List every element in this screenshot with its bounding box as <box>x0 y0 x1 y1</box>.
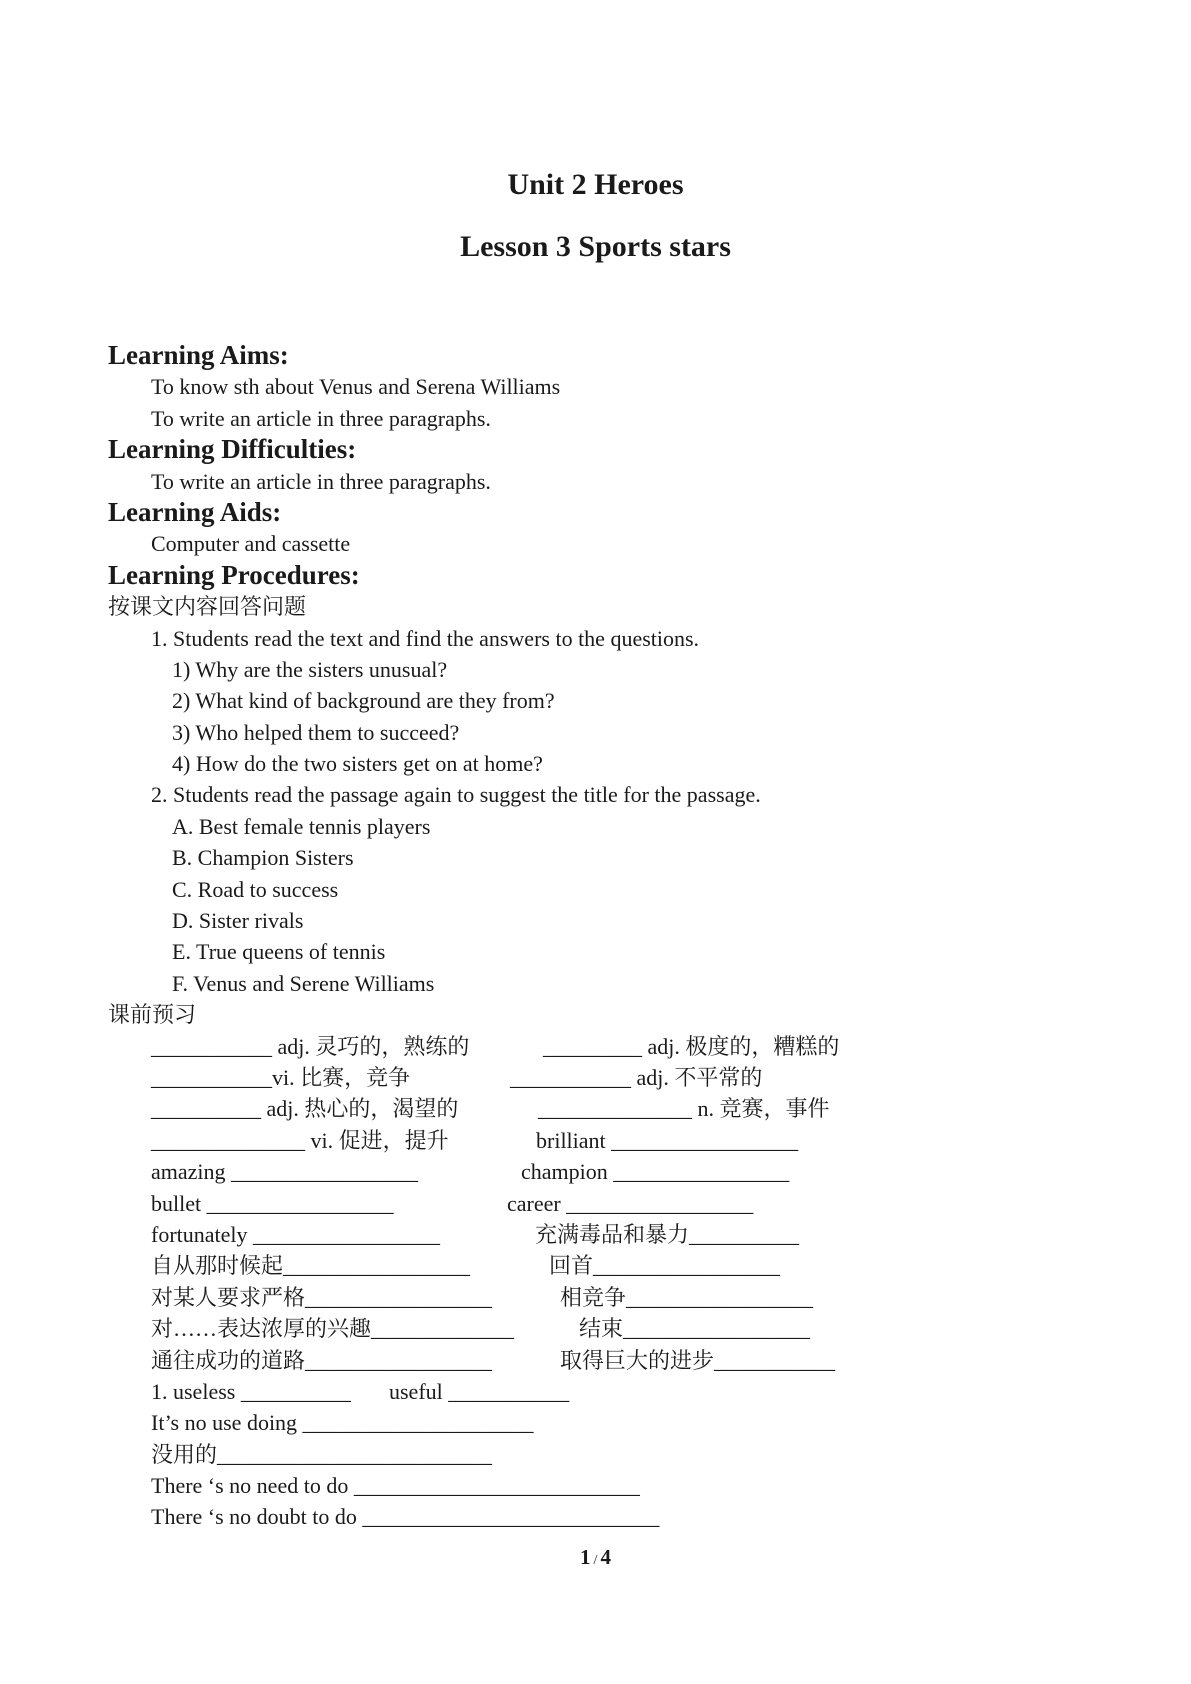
vocab-blank[interactable]: fortunately _________________ <box>151 1221 441 1247</box>
phrase-blank[interactable]: There ‘s no doubt to do ___________________________ <box>151 1504 660 1530</box>
vocab-blank[interactable]: champion ________________ <box>521 1159 790 1185</box>
task-1: 1. Students read the text and find the answers to the questions. <box>151 625 700 651</box>
phrase-blank[interactable]: 没用的_________________________ <box>151 1441 493 1467</box>
vocab-row <box>108 1093 1108 1124</box>
phrase-blank[interactable]: There ‘s no need to do __________________________ <box>151 1473 640 1499</box>
worksheet-content <box>108 340 1108 1533</box>
vocab-blank[interactable]: ___________vi. 比赛，竞争 <box>151 1064 411 1090</box>
vocab-row <box>108 1250 1108 1281</box>
vocab-row <box>108 1345 1108 1376</box>
page-number <box>0 1545 1191 1570</box>
vocab-row <box>108 1282 1108 1313</box>
useless-row <box>108 1376 1108 1407</box>
vocab-blank[interactable]: 通往成功的道路_________________ <box>151 1347 493 1373</box>
vocab-row <box>108 1156 1108 1187</box>
vocab-row <box>108 1313 1108 1344</box>
title-option: E. True queens of tennis <box>172 939 386 965</box>
current-page: 1 <box>580 1545 591 1569</box>
vocab-row <box>108 1125 1108 1156</box>
procedures-heading: Learning Procedures: <box>108 559 360 590</box>
vocab-blank[interactable]: 自从那时候起_________________ <box>151 1253 471 1279</box>
aims-item: To write an article in three paragraphs. <box>151 405 491 431</box>
page-separator: / <box>593 1553 598 1568</box>
vocab-blank[interactable]: bullet _________________ <box>151 1190 394 1216</box>
lesson-subtitle: Lesson 3 Sports stars <box>460 230 731 263</box>
vocab-blank[interactable]: 对……表达浓厚的兴趣_____________ <box>151 1316 515 1342</box>
vocab-blank[interactable]: __________ adj. 热心的，渴望的 <box>151 1096 459 1122</box>
difficulties-item: To write an article in three paragraphs. <box>151 468 491 494</box>
vocab-blank[interactable]: career _________________ <box>507 1190 754 1216</box>
vocab-row <box>108 1188 1108 1219</box>
vocab-blank[interactable]: 充满毒品和暴力__________ <box>535 1221 800 1247</box>
question: 4) How do the two sisters get on at home? <box>172 751 543 777</box>
procedures-subheading: 按课文内容回答问题 <box>108 594 307 620</box>
title-option: B. Champion Sisters <box>172 845 354 871</box>
task-2: 2. Students read the passage again to suggest the title for the passage. <box>151 782 761 808</box>
vocab-blank[interactable]: amazing _________________ <box>151 1159 419 1185</box>
question: 1) Why are the sisters unusual? <box>172 656 448 682</box>
total-pages: 4 <box>600 1545 611 1569</box>
title-option: A. Best female tennis players <box>172 813 431 839</box>
vocab-blank[interactable]: ___________ adj. 灵巧的，熟练的 <box>151 1033 470 1059</box>
phrase-blank[interactable]: It’s no use doing _____________________ <box>151 1410 534 1436</box>
vocab-blank[interactable]: 相竞争_________________ <box>560 1284 814 1310</box>
vocab-blank[interactable]: brilliant _________________ <box>536 1127 799 1153</box>
useful-blank[interactable]: useful ___________ <box>389 1378 570 1404</box>
vocab-blank[interactable]: ______________ vi. 促进，提升 <box>151 1127 449 1153</box>
vocab-blank[interactable]: ______________ n. 竞赛，事件 <box>538 1096 830 1122</box>
vocab-blank[interactable]: 回首_________________ <box>549 1253 781 1279</box>
question: 2) What kind of background are they from? <box>172 688 555 714</box>
vocab-blank[interactable]: ___________ adj. 不平常的 <box>510 1064 763 1090</box>
difficulties-heading: Learning Difficulties: <box>108 434 357 465</box>
page-title: Unit 2 Heroes <box>507 168 684 201</box>
aims-heading: Learning Aims: <box>108 340 289 370</box>
aids-item: Computer and cassette <box>151 531 351 557</box>
vocab-row <box>108 1062 1108 1093</box>
title-option: C. Road to success <box>172 876 339 902</box>
title-option: D. Sister rivals <box>172 908 304 934</box>
vocab-row <box>108 1031 1108 1062</box>
vocab-blank[interactable]: 对某人要求严格_________________ <box>151 1284 493 1310</box>
preview-heading: 课前预习 <box>108 1002 197 1028</box>
aids-heading: Learning Aids: <box>108 496 282 527</box>
vocab-row <box>108 1219 1108 1250</box>
vocab-blank[interactable]: 结束_________________ <box>579 1316 811 1342</box>
vocab-blank[interactable]: _________ adj. 极度的，糟糕的 <box>543 1033 840 1059</box>
question: 3) Who helped them to succeed? <box>172 719 460 745</box>
aims-item: To know sth about Venus and Serena Williams <box>151 374 561 400</box>
useless-blank[interactable]: 1. useless __________ <box>151 1378 351 1404</box>
vocab-blank[interactable]: 取得巨大的进步___________ <box>560 1347 836 1373</box>
title-option: F. Venus and Serene Williams <box>172 970 435 996</box>
